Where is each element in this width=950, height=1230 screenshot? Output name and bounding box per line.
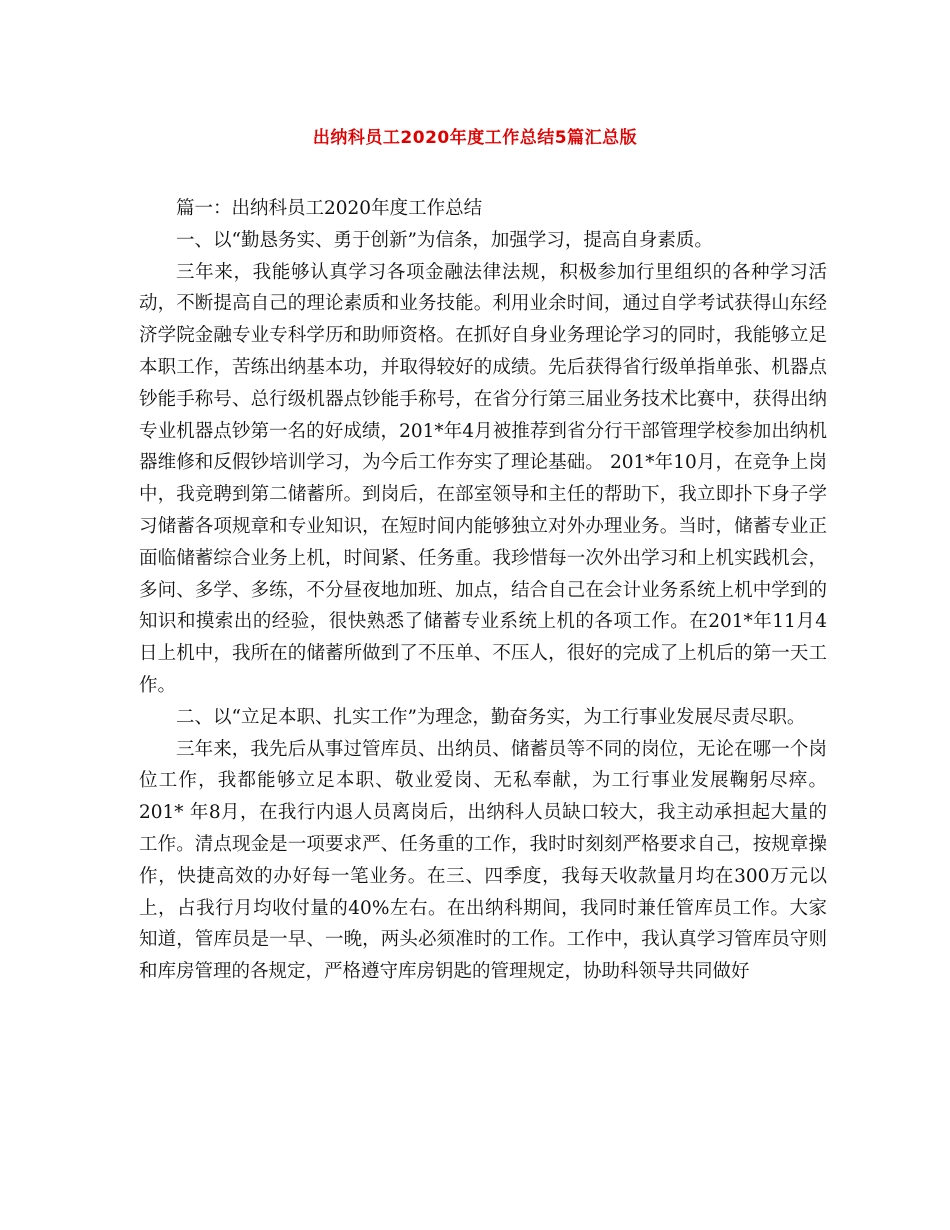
paragraph-2: 三年来，我先后从事过管库员、出纳员、储蓄员等不同的岗位，无论在哪一个岗位工作，我都能够立足本职、敬业爱岗、无私奉献，为工行事业发展鞠躬尽瘁。201* 年8月，在我行内退人员离岗后，出纳科人员缺口较大，我主动承担起大量的工作。清点现金是一项要求严、任务重的工作，我时时刻刻严格要求自己，按规章操作，快捷高效的办好每一笔业务。在三、四季度，我每天收款量月均在300万元以上，占我行月均收付量的40%左右。在出纳科期间，我同时兼任管库员工作。大家知道，管库员是一早、一晚，两头必须准时的工作。工作中，我认真学习管库员守则和库房管理的各规定，严格遵守库房钥匙的管理规定，协助科领导共同做好 bbox=[139, 738, 827, 983]
paragraph-1: 三年来，我能够认真学习各项金融法律法规，积极参加行里组织的各种学习活动，不断提高自己的理论素质和业务技能。利用业余时间，通过自学考试获得山东经济学院金融专业专科学历和助师资格。在抓好自身业务理论学习的同时，我能够立足本职工作，苦练出纳基本功，并取得较好的成绩。先后获得省行级单指单张、机器点钞能手称号、总行级机器点钞能手称号，在省分行第三届业务技术比赛中，获得出纳专业机器点钞第一名的好成绩，201*年4月被推荐到省分行干部管理学校参加出纳机器维修和反假钞培训学习，为今后工作夯实了理论基础。 201*年10月，在竞争上岗中，我竞聘到第二储蓄所。到岗后，在部室领导和主任的帮助下，我立即扑下身子学习储蓄各项规章和专业知识，在短时间内能够独立对外办理业务。当时，储蓄专业正面临储蓄综合业务上机，时间紧、任务重。我珍惜每一次外出学习和上机实践机会，多问、多学、多练，不分昼夜地加班、加点，结合自己在会计业务系统上机中学到的知识和摸索出的经验，很快熟悉了储蓄专业系统上机的各项工作。在201*年11月4日上机中，我所在的储蓄所做到了不压单、不压人，很好的完成了上机后的第一天工作。 bbox=[139, 261, 827, 696]
document-title: 出纳科员工2020年度工作总结5篇汇总版 bbox=[312, 128, 638, 148]
section-heading: 篇一：出纳科员工2020年度工作总结 bbox=[176, 198, 483, 219]
subheading-1: 一、以“勤恳务实、勇于创新”为信条，加强学习，提高自身素质。 bbox=[176, 229, 713, 251]
document-body bbox=[139, 193, 827, 988]
subheading-2: 二、以“立足本职、扎实工作”为理念，勤奋务实，为工行事业发展尽责尽职。 bbox=[176, 706, 806, 728]
